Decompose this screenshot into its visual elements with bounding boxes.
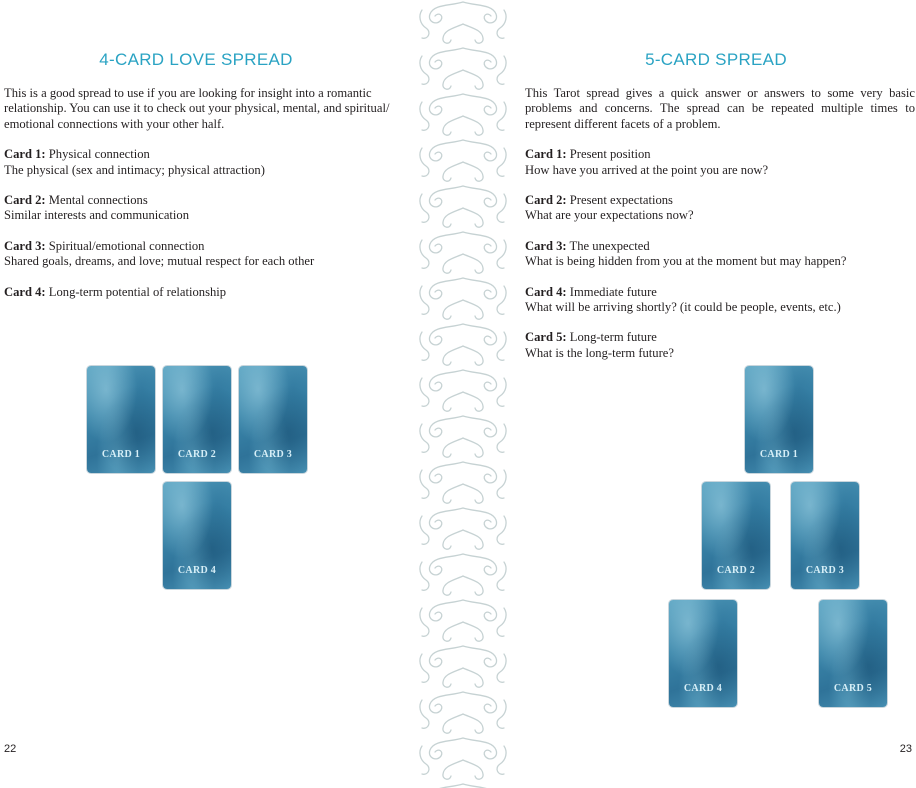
tarot-card-back-icon bbox=[163, 366, 231, 473]
card-detail: What is being hidden from you at the moment but may happen? bbox=[525, 254, 847, 269]
card-detail: What will be arriving shortly? (it could be people, events, etc.) bbox=[525, 300, 841, 315]
card-position-label: CARD 1 bbox=[101, 449, 141, 460]
card-label: Card 1: bbox=[525, 147, 567, 162]
right-intro-paragraph: This Tarot spread gives a quick answer or answers to some very basic problems and concerns. The spread can be repeated multiple times to represent different facets of a problem. bbox=[525, 86, 915, 131]
tarot-card-back-icon bbox=[669, 600, 737, 707]
card-name: Spiritual/emotional connection bbox=[48, 238, 205, 253]
card-position-label: CARD 3 bbox=[805, 565, 845, 576]
card-position-label: CARD 4 bbox=[177, 565, 217, 576]
left-card-2-description bbox=[4, 193, 392, 224]
left-card-4-description bbox=[4, 285, 392, 300]
swirl-ornament-icon bbox=[410, 0, 516, 788]
card-name: Long-term potential of relationship bbox=[48, 284, 227, 299]
card-detail: What is the long-term future? bbox=[525, 345, 674, 360]
tarot-card-back-icon bbox=[163, 482, 231, 589]
left-page-title: 4-CARD LOVE SPREAD bbox=[99, 50, 293, 69]
card-detail: How have you arrived at the point you are now? bbox=[525, 162, 769, 177]
right-card-3-description bbox=[525, 239, 915, 270]
right-text-column bbox=[525, 86, 915, 376]
tarot-card-back-icon bbox=[791, 482, 859, 589]
left-card-3-description bbox=[4, 239, 392, 270]
card-name: The unexpected bbox=[569, 238, 650, 253]
left-text-column bbox=[4, 86, 392, 315]
card-label: Card 2: bbox=[4, 193, 46, 208]
card-label: Card 2: bbox=[525, 193, 567, 208]
card-name: Long-term future bbox=[569, 330, 657, 345]
card-position-label: CARD 5 bbox=[833, 683, 873, 694]
card-position-label: CARD 3 bbox=[253, 449, 293, 460]
card-name: Physical connection bbox=[48, 147, 150, 162]
tarot-card-back-icon bbox=[87, 366, 155, 473]
left-page bbox=[0, 0, 410, 788]
left-card-1-description bbox=[4, 147, 392, 178]
card-label: Card 1: bbox=[4, 147, 46, 162]
card-label: Card 3: bbox=[4, 238, 46, 253]
page-number-left: 22 bbox=[4, 743, 17, 755]
card-name: Present position bbox=[569, 147, 651, 162]
right-card-4-description bbox=[525, 285, 915, 316]
tarot-card-back-icon bbox=[702, 482, 770, 589]
card-detail: What are your expectations now? bbox=[525, 208, 694, 223]
card-position-label: CARD 1 bbox=[759, 449, 799, 460]
tarot-card-back-icon bbox=[239, 366, 307, 473]
left-intro-paragraph: This is a good spread to use if you are looking for insight into a romantic relationship. You can use it to check out your physical, mental, and spiritual/ emotional connections with your other half. bbox=[4, 86, 390, 131]
page-number-right: 23 bbox=[899, 743, 912, 755]
card-position-label: CARD 2 bbox=[177, 449, 217, 460]
tarot-card-back-icon bbox=[819, 600, 887, 707]
card-label: Card 4: bbox=[525, 284, 567, 299]
card-detail: Similar interests and communication bbox=[4, 208, 190, 223]
right-page-title: 5-CARD SPREAD bbox=[645, 50, 787, 69]
card-position-label: CARD 4 bbox=[683, 683, 723, 694]
right-card-5-description bbox=[525, 330, 915, 361]
right-card-2-description bbox=[525, 193, 915, 224]
card-name: Mental connections bbox=[48, 193, 148, 208]
card-detail: Shared goals, dreams, and love; mutual respect for each other bbox=[4, 254, 315, 269]
card-position-label: CARD 2 bbox=[716, 565, 756, 576]
tarot-card-back-icon bbox=[745, 366, 813, 473]
card-name: Immediate future bbox=[569, 284, 657, 299]
card-name: Present expectations bbox=[569, 193, 673, 208]
right-page bbox=[516, 0, 916, 788]
card-label: Card 5: bbox=[525, 330, 567, 345]
card-label: Card 4: bbox=[4, 284, 46, 299]
card-detail: The physical (sex and intimacy; physical attraction) bbox=[4, 162, 265, 177]
card-label: Card 3: bbox=[525, 238, 567, 253]
right-card-1-description bbox=[525, 147, 915, 178]
